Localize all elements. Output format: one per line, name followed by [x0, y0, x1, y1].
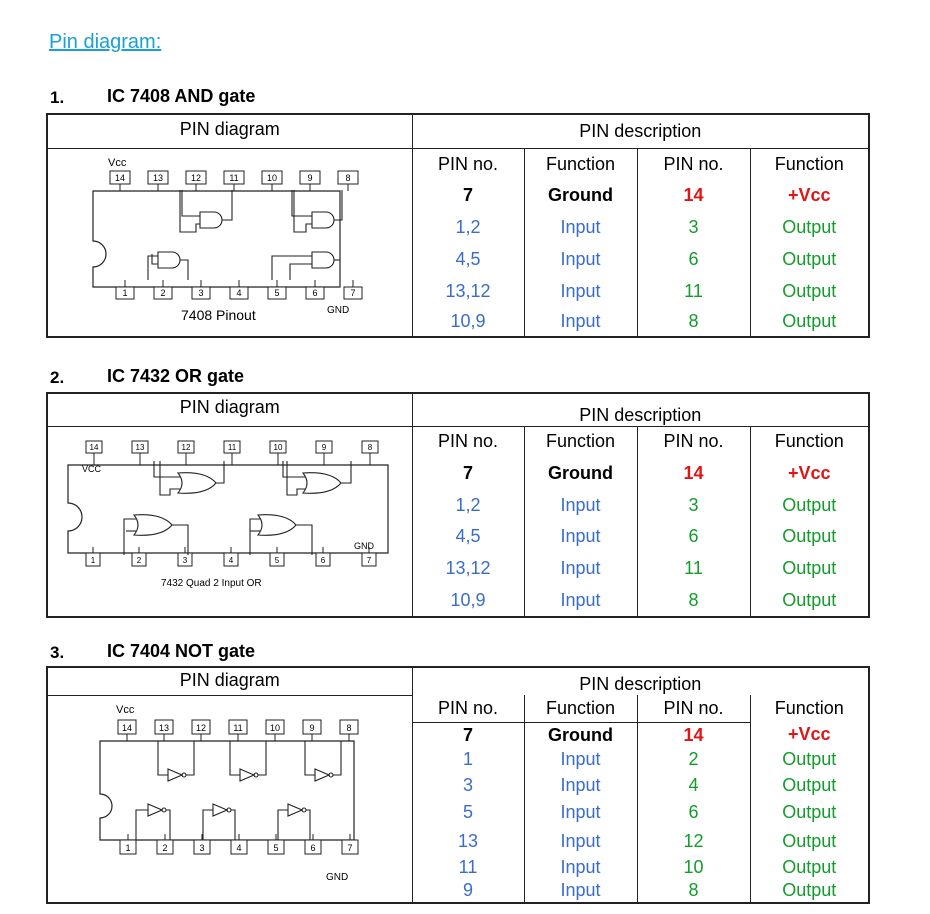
pin-number: 6	[310, 842, 316, 853]
gnd-label: GND	[327, 304, 350, 316]
pin-number: 8	[346, 722, 352, 733]
pin-cell: 10	[637, 855, 750, 880]
top-pins	[86, 441, 378, 465]
pin-number: 6	[312, 287, 318, 298]
function-cell: Output	[750, 489, 869, 521]
pin-number: 3	[198, 287, 204, 298]
function-cell: Input	[524, 772, 637, 799]
ic-7404-diagram	[47, 695, 412, 903]
pin-cell: 3	[412, 772, 524, 799]
vcc-label: Vcc	[116, 703, 135, 716]
ic-7404-pinout-svg	[48, 696, 412, 902]
section-title: IC 7404 NOT gate	[107, 641, 256, 661]
function-cell: Input	[524, 307, 637, 337]
gnd-label: GND	[354, 540, 374, 551]
bottom-pins	[86, 547, 376, 566]
pin-cell: 12	[637, 827, 750, 855]
pin-number: 13	[158, 722, 170, 733]
function-cell: Input	[524, 211, 637, 243]
pin-cell: 7	[412, 457, 524, 489]
pin-number: 9	[307, 172, 313, 183]
pin-number: 6	[320, 555, 326, 565]
pin-cell: 9	[412, 880, 524, 902]
pin-cell: 4,5	[412, 243, 524, 275]
pin-description-header: PIN description	[412, 667, 869, 695]
pin-cell: 3	[637, 211, 750, 243]
vcc-label: Vcc	[108, 156, 127, 169]
pin-diagram-header: PIN diagram	[47, 393, 412, 426]
pin-cell: 14	[637, 722, 750, 747]
col-pin-no: PIN no.	[412, 695, 524, 722]
pin-table-7404	[46, 666, 870, 904]
pin-number: 8	[345, 172, 351, 183]
pin-number: 5	[274, 287, 280, 298]
pin-diagram-header: PIN diagram	[47, 114, 412, 148]
function-cell: Output	[750, 799, 869, 827]
pin-cell: 8	[637, 880, 750, 902]
pin-number: 7	[350, 287, 356, 298]
pin-cell: 8	[637, 584, 750, 617]
pin-cell: 1	[412, 747, 524, 771]
pin-number: 13	[135, 442, 145, 452]
pin-number: 11	[227, 442, 237, 452]
function-cell: Output	[750, 584, 869, 617]
col-function: Function	[750, 695, 869, 722]
pin-number: 14	[114, 172, 126, 183]
pin-number: 10	[269, 722, 281, 733]
function-cell: Ground	[524, 180, 637, 211]
pin-number: 13	[152, 172, 164, 183]
pin-number: 1	[125, 842, 131, 853]
pin-cell: 14	[637, 180, 750, 211]
col-function: Function	[524, 695, 637, 722]
col-pin-no: PIN no.	[637, 695, 750, 722]
ic-7408-pinout-svg	[48, 149, 412, 334]
function-cell: Output	[750, 307, 869, 337]
pin-table-7432	[46, 392, 870, 618]
pin-cell: 6	[637, 521, 750, 552]
not-gate-1	[136, 741, 341, 840]
function-cell: +Vcc	[750, 180, 869, 211]
function-cell: Output	[750, 855, 869, 880]
pin-cell: 13	[412, 827, 524, 855]
pin-cell: 10,9	[412, 584, 524, 617]
ic-body	[100, 741, 354, 840]
ic-7432-pinout-svg	[48, 427, 412, 611]
col-function: Function	[750, 148, 869, 180]
function-cell: Output	[750, 521, 869, 552]
vcc-label: VCC	[82, 463, 102, 474]
col-pin-no: PIN no.	[412, 148, 524, 180]
function-cell: Input	[524, 275, 637, 307]
pin-cell: 13,12	[412, 275, 524, 307]
pin-cell: 4	[637, 772, 750, 799]
pin-number: 9	[309, 722, 315, 733]
col-pin-no: PIN no.	[637, 426, 750, 457]
pin-description-header: PIN description	[412, 114, 869, 148]
pin-number: 1	[90, 555, 96, 565]
bottom-pins	[116, 280, 362, 299]
ic-body	[68, 465, 388, 553]
pin-number: 4	[236, 287, 242, 298]
pin-cell: 14	[637, 457, 750, 489]
function-cell: Input	[524, 799, 637, 827]
pin-number: 7	[366, 555, 372, 565]
function-cell: Ground	[524, 457, 637, 489]
function-cell: Output	[750, 275, 869, 307]
function-cell: +Vcc	[750, 722, 869, 747]
pin-cell: 2	[637, 747, 750, 771]
col-pin-no: PIN no.	[412, 426, 524, 457]
function-cell: Input	[524, 552, 637, 584]
function-cell: Input	[524, 489, 637, 521]
pin-number: 12	[181, 442, 191, 452]
pin-cell: 10,9	[412, 307, 524, 337]
function-cell: Output	[750, 211, 869, 243]
pin-number: 8	[367, 442, 373, 452]
pin-cell: 4,5	[412, 521, 524, 552]
top-pins	[118, 720, 358, 741]
pin-diagram-heading-link[interactable]: Pin diagram:	[49, 31, 162, 53]
function-cell: Output	[750, 880, 869, 902]
function-cell: Output	[750, 772, 869, 799]
pin-number: 10	[273, 442, 283, 452]
bottom-pins	[120, 834, 358, 854]
pin-number: 14	[89, 442, 99, 452]
pin-cell: 13,12	[412, 552, 524, 584]
pin-number: 3	[199, 842, 205, 853]
diagram-caption: 7408 Pinout	[181, 306, 256, 323]
function-cell: Ground	[524, 722, 637, 747]
ic-7408-diagram	[47, 148, 412, 337]
function-cell: Input	[524, 827, 637, 855]
pin-number: 10	[266, 172, 278, 183]
gnd-label: GND	[326, 871, 349, 883]
ic-7432-diagram	[47, 426, 412, 617]
pin-cell: 11	[637, 275, 750, 307]
pin-number: 2	[160, 287, 166, 298]
col-function: Function	[524, 426, 637, 457]
pin-cell: 5	[412, 799, 524, 827]
pin-table-7408	[46, 113, 870, 338]
function-cell: Input	[524, 521, 637, 552]
pin-number: 2	[136, 555, 142, 565]
pin-number: 11	[229, 172, 239, 183]
pin-number: 5	[273, 842, 279, 853]
function-cell: Output	[750, 827, 869, 855]
col-pin-no: PIN no.	[637, 148, 750, 180]
function-cell: Input	[524, 584, 637, 617]
pin-number: 1	[122, 287, 128, 298]
function-cell: +Vcc	[750, 457, 869, 489]
function-cell: Input	[524, 243, 637, 275]
or-gate-1	[124, 461, 351, 555]
ic-body	[93, 191, 340, 287]
pin-cell: 7	[412, 722, 524, 747]
function-cell: Output	[750, 747, 869, 771]
col-function: Function	[524, 148, 637, 180]
pin-cell: 1,2	[412, 489, 524, 521]
pin-number: 7	[347, 842, 353, 853]
pin-cell: 11	[412, 855, 524, 880]
function-cell: Input	[524, 855, 637, 880]
pin-number: 5	[274, 555, 280, 565]
diagram-caption: 7432 Quad 2 Input OR	[161, 577, 262, 589]
pin-number: 2	[162, 842, 168, 853]
pin-number: 12	[190, 172, 202, 183]
pin-cell: 11	[637, 552, 750, 584]
pin-number: 14	[121, 722, 133, 733]
pin-number: 11	[233, 722, 243, 733]
section-number: 1.	[50, 88, 65, 107]
pin-diagram-header: PIN diagram	[47, 667, 412, 695]
top-pins	[110, 171, 358, 191]
pin-number: 4	[228, 555, 234, 565]
pin-number: 9	[321, 442, 327, 452]
pin-cell: 1,2	[412, 211, 524, 243]
function-cell: Input	[524, 880, 637, 902]
section-number: 2.	[50, 368, 65, 387]
pin-cell: 3	[637, 489, 750, 521]
and-gate-1	[148, 190, 342, 280]
pin-cell: 7	[412, 180, 524, 211]
pin-cell: 6	[637, 799, 750, 827]
section-title: IC 7408 AND gate	[107, 86, 256, 106]
pin-number: 4	[236, 842, 242, 853]
pin-cell: 6	[637, 243, 750, 275]
function-cell: Output	[750, 243, 869, 275]
pin-description-header: PIN description	[412, 393, 869, 426]
col-function: Function	[750, 426, 869, 457]
function-cell: Input	[524, 747, 637, 771]
section-number: 3.	[50, 643, 65, 662]
pin-number: 3	[182, 555, 188, 565]
section-title: IC 7432 OR gate	[107, 366, 245, 386]
pin-cell: 8	[637, 307, 750, 337]
pin-number: 12	[195, 722, 207, 733]
function-cell: Output	[750, 552, 869, 584]
